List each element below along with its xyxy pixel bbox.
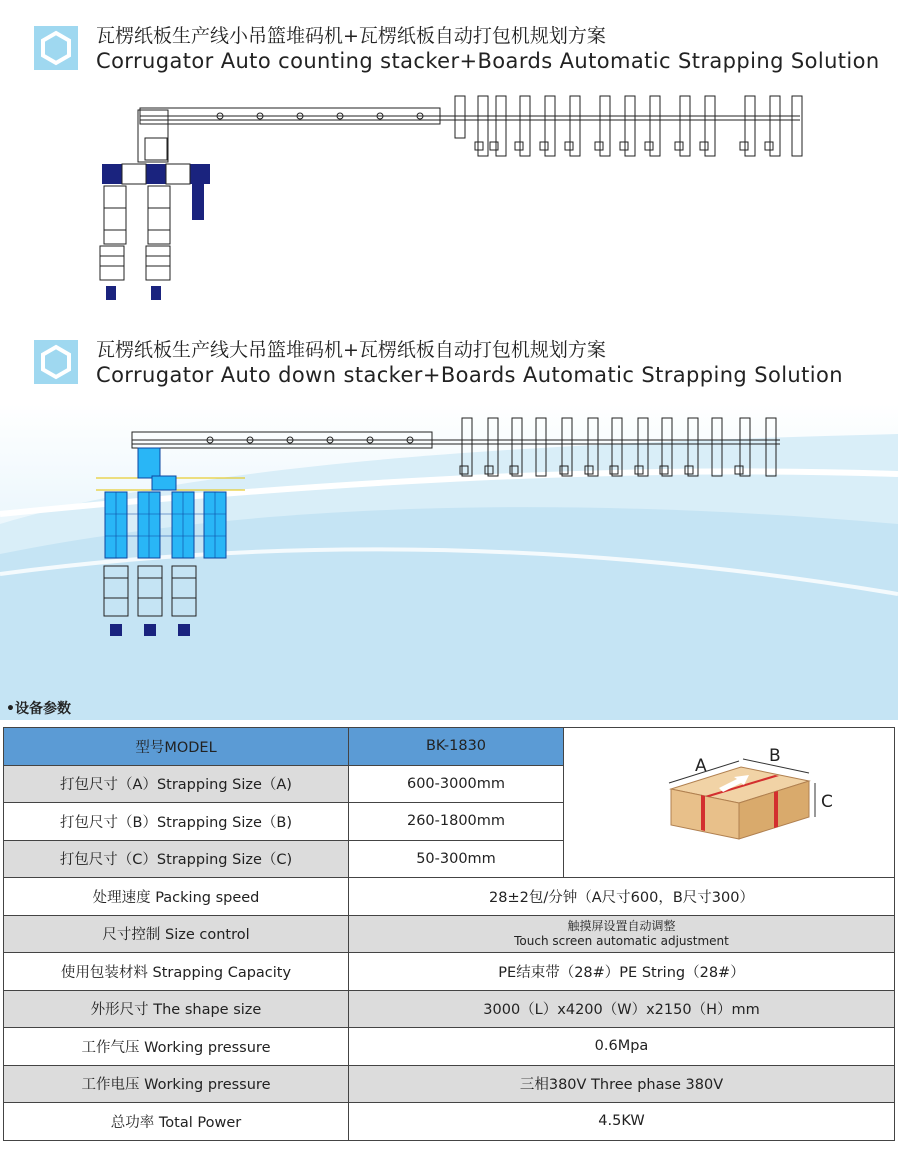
- box-label-a: A: [695, 755, 707, 776]
- row-value: 260-1800mm: [349, 803, 564, 841]
- box-illustration: [609, 741, 849, 861]
- row-value: 三相380V Three phase 380V: [349, 1065, 895, 1103]
- hexagon-icon: [34, 340, 78, 384]
- row-value: PE结束带（28#）PE String（28#）: [349, 953, 895, 991]
- row-label: 总功率 Total Power: [4, 1103, 349, 1141]
- hexagon-icon: [34, 26, 78, 70]
- row-value: 4.5KW: [349, 1103, 895, 1141]
- row-value: 50-300mm: [349, 840, 564, 878]
- size-control-en: Touch screen automatic adjustment: [514, 934, 729, 949]
- box-illustration-cell: [564, 728, 895, 878]
- section-title-cn: 瓦楞纸板生产线小吊篮堆码机+瓦楞纸板自动打包机规划方案: [96, 25, 606, 47]
- model-label: 型号MODEL: [4, 728, 349, 766]
- row-label: 外形尺寸 The shape size: [4, 990, 349, 1028]
- row-label: 处理速度 Packing speed: [4, 878, 349, 916]
- params-label: •设备参数: [6, 701, 71, 717]
- row-label: 打包尺寸（B）Strapping Size（B): [4, 803, 349, 841]
- row-label: 工作气压 Working pressure: [4, 1028, 349, 1066]
- row-value: 0.6Mpa: [349, 1028, 895, 1066]
- section-title-cn: 瓦楞纸板生产线大吊篮堆码机+瓦楞纸板自动打包机规划方案: [96, 339, 606, 361]
- box-label-b: B: [769, 745, 781, 766]
- section-title-en: Corrugator Auto down stacker+Boards Automatic Strapping Solution: [96, 363, 843, 387]
- section-title-en: Corrugator Auto counting stacker+Boards Automatic Strapping Solution: [96, 49, 880, 73]
- row-value-size-control: [349, 915, 895, 953]
- model-value: BK-1830: [349, 728, 564, 766]
- row-value: 3000（L）x4200（W）x2150（H）mm: [349, 990, 895, 1028]
- row-label: 打包尺寸（C）Strapping Size（C): [4, 840, 349, 878]
- row-value: 28±2包/分钟（A尺寸600，B尺寸300）: [349, 878, 895, 916]
- layout-drawing-big-stacker: [0, 408, 898, 643]
- row-value: 600-3000mm: [349, 765, 564, 803]
- row-label: 尺寸控制 Size control: [4, 915, 349, 953]
- spec-table: [3, 727, 895, 1141]
- row-label: 打包尺寸（A）Strapping Size（A): [4, 765, 349, 803]
- row-label: 工作电压 Working pressure: [4, 1065, 349, 1103]
- row-label: 使用包装材料 Strapping Capacity: [4, 953, 349, 991]
- size-control-cn: 触摸屏设置自动调整: [567, 919, 676, 934]
- layout-drawing-small-stacker: [0, 90, 898, 305]
- box-label-c: C: [821, 791, 833, 812]
